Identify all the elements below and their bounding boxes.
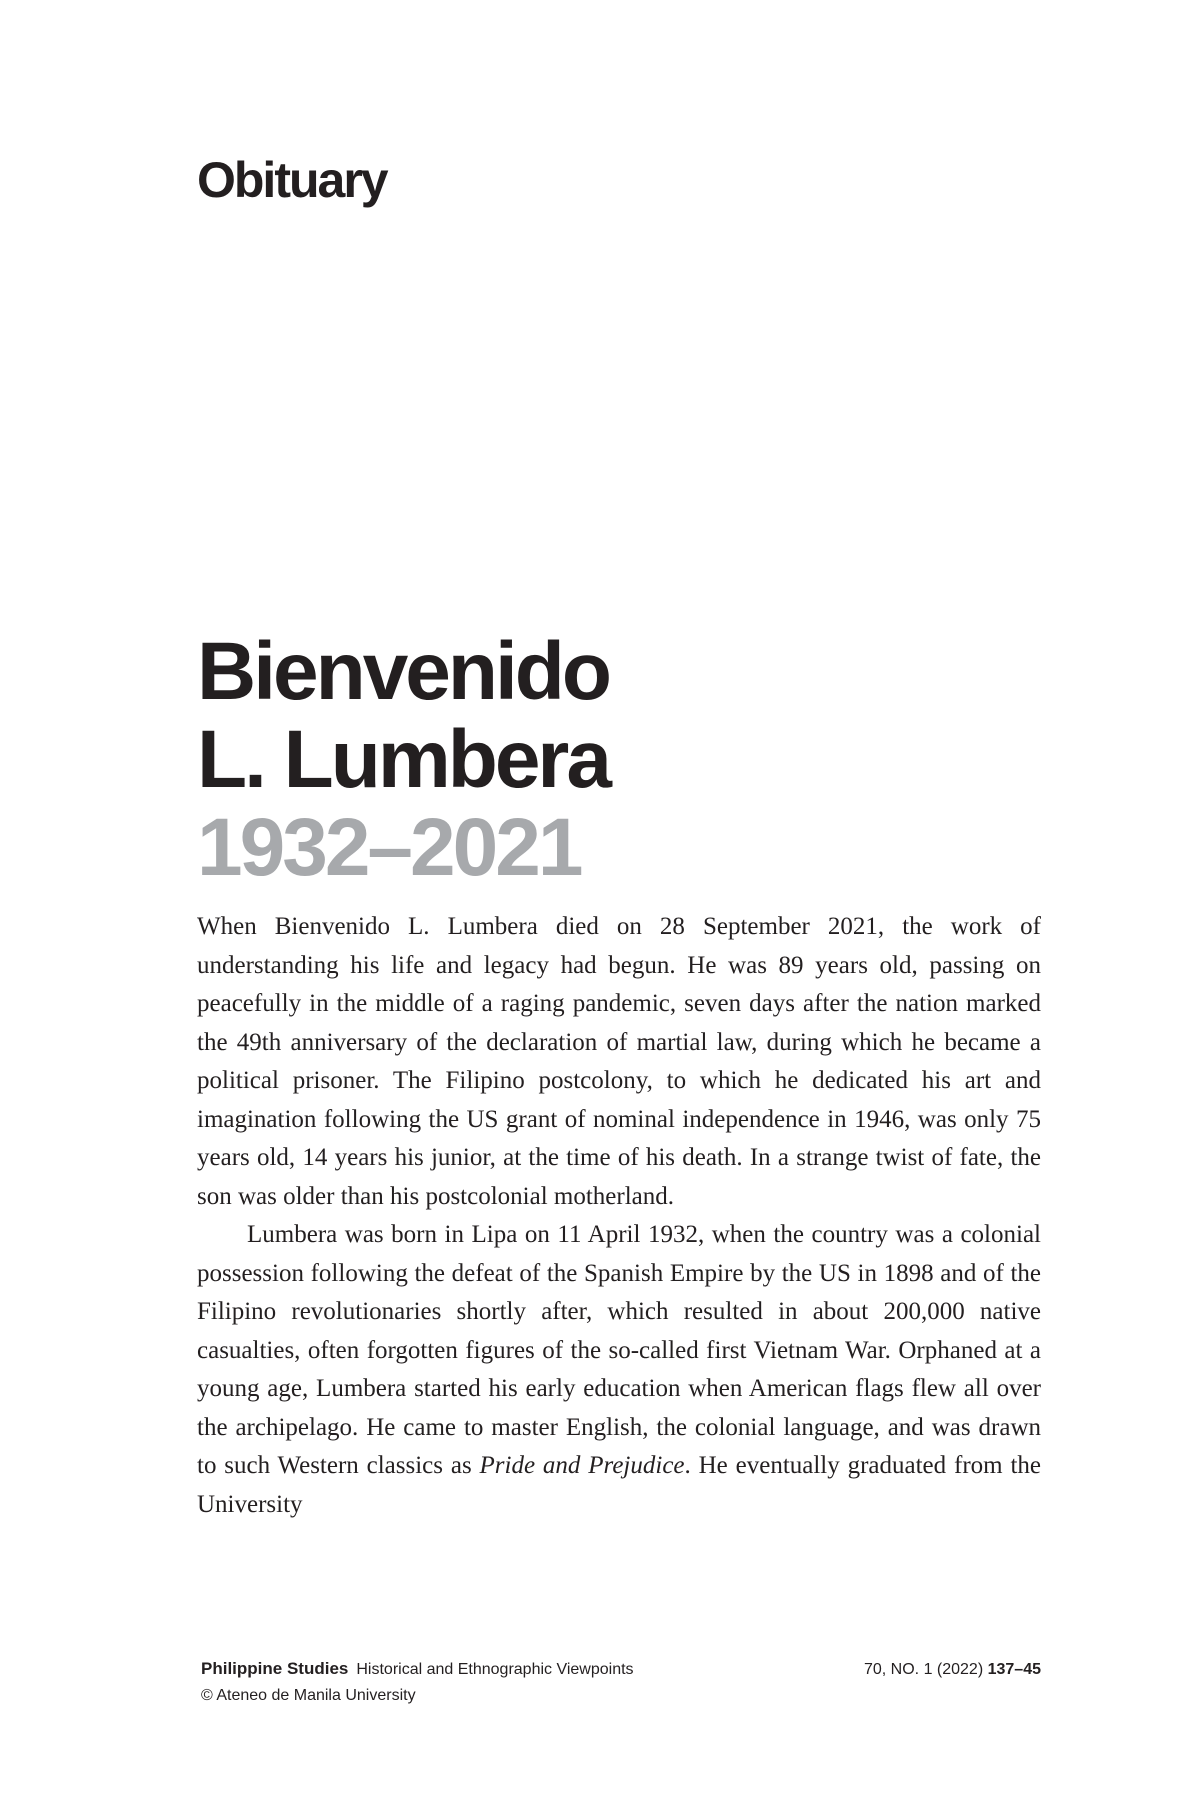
citation-info bbox=[864, 1657, 1041, 1683]
article-body bbox=[197, 908, 1041, 1524]
journal-name: Philippine Studies bbox=[201, 1659, 349, 1678]
page-footer bbox=[201, 1656, 1041, 1709]
title-name-line-1: Bienvenido bbox=[197, 626, 609, 717]
body-paragraph-2-text-end: . He eventually graduated from the University bbox=[197, 1452, 1041, 1518]
volume-issue: 70, NO. 1 (2022) bbox=[863, 1661, 984, 1678]
journal-subtitle: Historical and Ethnographic Viewpoints bbox=[356, 1661, 634, 1678]
footer-journal-row bbox=[201, 1656, 1041, 1683]
title-years: 1932–2021 bbox=[197, 802, 581, 893]
body-paragraph-2-text: Lumbera was born in Lipa on 11 April 1932, when the country was a colonial possession following the defeat of the Spanish Empire by the US in 1898 and of the Filipino revolutionaries shortly after, which resulted in about 200,000 native casualties, often forgotten figures of the so-called first Vietnam War. Orphaned at a young age, Lumbera started his early education when American flags flew all over the archipelago. He came to master English, the colonial language, and was drawn to such Western classics as bbox=[197, 1221, 1041, 1479]
section-label: Obituary bbox=[197, 152, 387, 208]
page-range: 137–45 bbox=[987, 1661, 1041, 1678]
journal-info bbox=[201, 1656, 634, 1683]
title-name-line-2: L. Lumbera bbox=[197, 714, 609, 805]
body-paragraph-1: When Bienvenido L. Lumbera died on 28 September 2021, the work of understanding his life and legacy had begun. He was 89 years old, passing on peacefully in the middle of a raging pandemic, seven days after the nation marked the 49th anniversary of the declaration of martial law, during which he became a political prisoner. The Filipino postcolony, to which he dedicated his art and imagination following the US grant of nominal independence in 1946, was only 75 years old, 14 years his junior, at the time of his death. In a strange twist of fate, the son was older than his postcolonial motherland. bbox=[197, 913, 1041, 1210]
article-title bbox=[197, 628, 609, 892]
copyright-notice: © Ateneo de Manila University bbox=[201, 1687, 416, 1704]
body-paragraph-2 bbox=[197, 1216, 1041, 1524]
book-title-italic: Pride and Prejudice bbox=[479, 1452, 685, 1479]
